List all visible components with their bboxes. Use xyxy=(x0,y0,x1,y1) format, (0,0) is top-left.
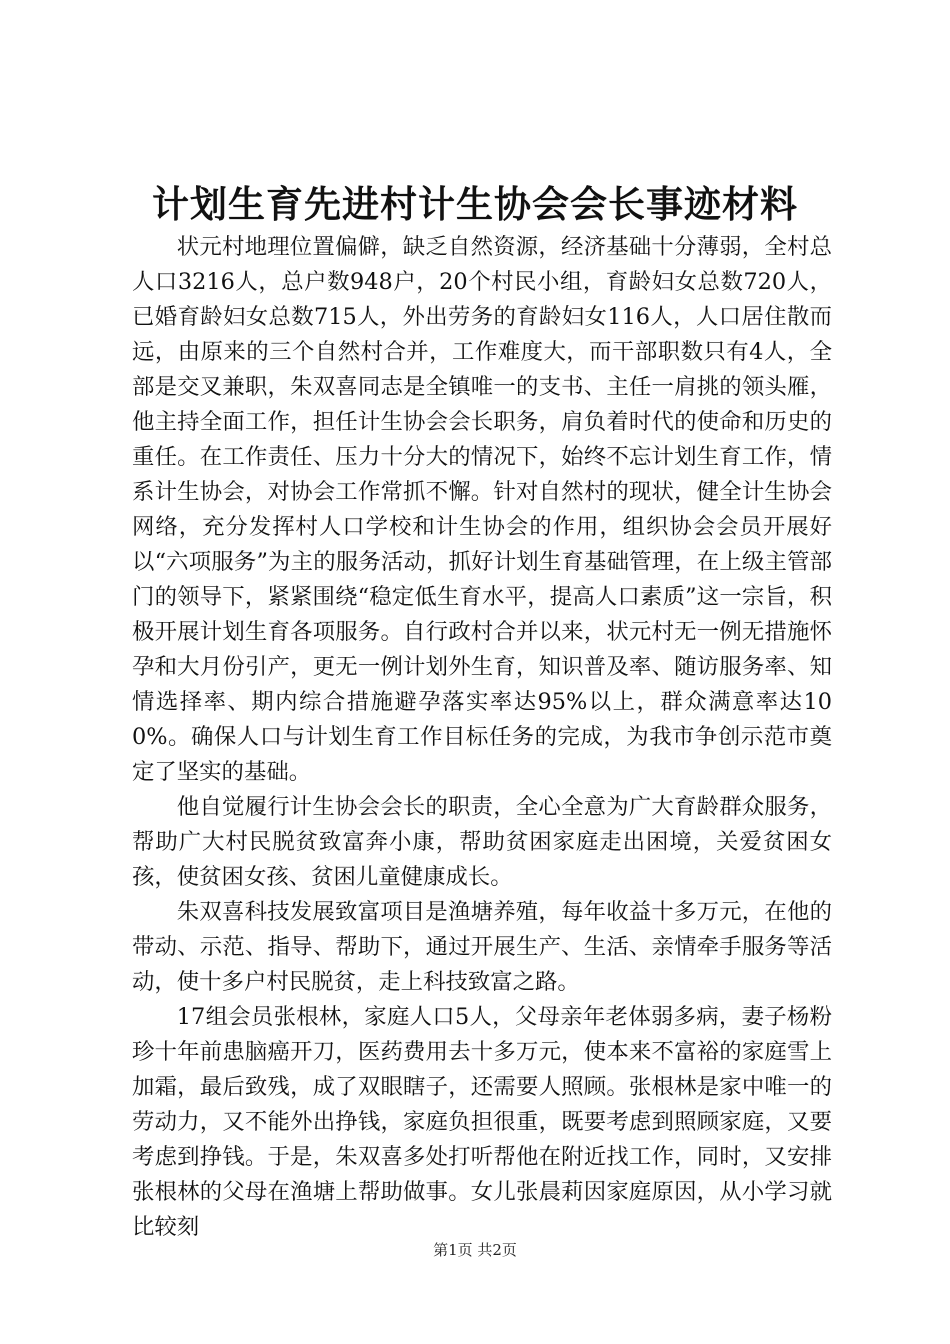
paragraph: 他自觉履行计生协会会长的职责，全心全意为广大育龄群众服务，帮助广大村民脱贫致富奔小康，帮助贫困家庭走出困境，关爱贫困女孩，使贫困女孩、贫困儿童健康成长。 xyxy=(132,794,832,890)
document-title: 计划生育先进村计生协会会长事迹材料 xyxy=(152,183,798,226)
document-body xyxy=(132,230,832,1245)
paragraph: 状元村地理位置偏僻，缺乏自然资源，经济基础十分薄弱，全村总人口3216人，总户数948户，20个村民小组，育龄妇女总数720人，已婚育龄妇女总数715人，外出劳务的育龄妇女116人，人口居住散而远，由原来的三个自然村合并，工作难度大，而干部职数只有4人，全部是交叉兼职，朱双喜同志是全镇唯一的支书、主任一肩挑的领头雁，他主持全面工作，担任计生协会会长职务，肩负着时代的使命和历史的重任。在工作责任、压力十分大的情况下，始终不忘计划生育工作，情系计生协会，对协会工作常抓不懈。针对自然村的现状，健全计生协会网络，充分发挥村人口学校和计生协会的作用，组织协会会员开展好以“六项服务”为主的服务活动，抓好计划生育基础管理，在上级主管部门的领导下，紧紧围绕“稳定低生育水平，提高人口素质”这一宗旨，积极开展计划生育各项服务。自行政村合并以来，状元村无一例无措施怀孕和大月份引产，更无一例计划外生育，知识普及率、随访服务率、知情选择率、期内综合措施避孕落实率达95%以上，群众满意率达100%。确保人口与计划生育工作目标任务的完成，为我市争创示范市奠定了坚实的基础。 xyxy=(132,234,832,785)
page-footer: 第1页 共2页 xyxy=(433,1241,517,1259)
paragraph: 朱双喜科技发展致富项目是渔塘养殖，每年收益十多万元，在他的带动、示范、指导、帮助下，通过开展生产、生活、亲情牵手服务等活动，使十多户村民脱贫，走上科技致富之路。 xyxy=(132,899,832,995)
paragraph: 17组会员张根林，家庭人口5人，父母亲年老体弱多病，妻子杨粉珍十年前患脑癌开刀，医药费用去十多万元，使本来不富裕的家庭雪上加霜，最后致残，成了双眼瞎子，还需要人照顾。张根林是家中唯一的劳动力，又不能外出挣钱，家庭负担很重，既要考虑到照顾家庭，又要考虑到挣钱。于是，朱双喜多处打听帮他在附近找工作，同时，又安排张根林的父母在渔塘上帮助做事。女儿张晨莉因家庭原因，从小学习就比较刻 xyxy=(132,1004,832,1240)
